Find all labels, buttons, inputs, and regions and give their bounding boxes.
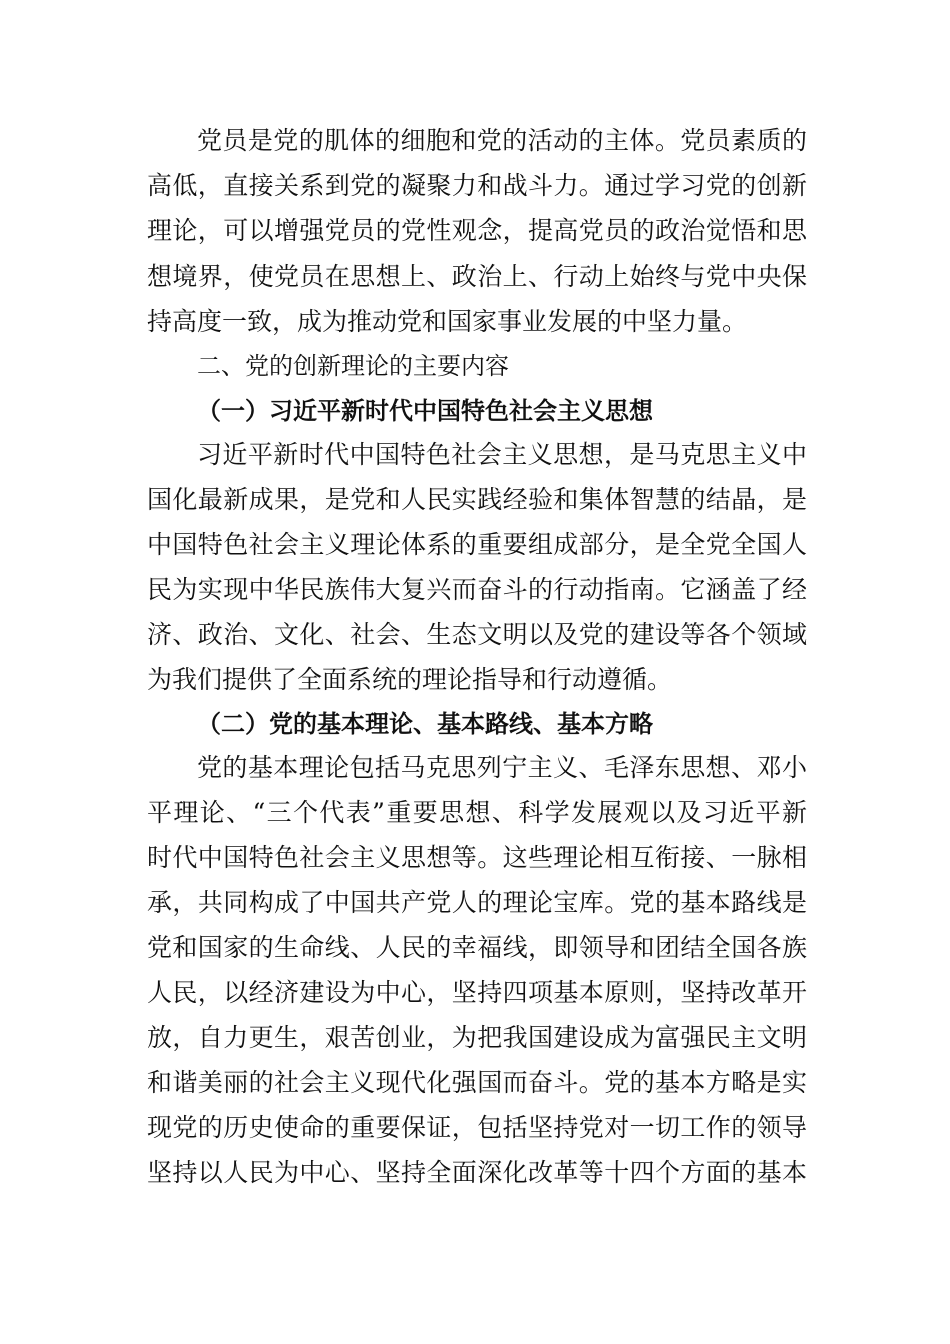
paragraph-3-line-8: 和谐美丽的社会主义现代化强国而奋斗。党的基本方略是实	[147, 1068, 807, 1097]
section-2-heading: 二、党的创新理论的主要内容	[197, 352, 509, 380]
paragraph-2-line-5: 济、政治、文化、社会、生态文明以及党的建设等各个领域	[147, 620, 807, 649]
paragraph-3-line-2: 平理论、“三个代表”重要思想、科学发展观以及习近平新	[147, 798, 807, 827]
paragraph-2-line-4: 民为实现中华民族伟大复兴而奋斗的行动指南。它涵盖了经	[147, 575, 807, 604]
subsection-1-heading: （一）习近平新时代中国特色社会主义思想	[197, 396, 653, 425]
paragraph-1-line-2: 高低，直接关系到党的凝聚力和战斗力。通过学习党的创新	[147, 171, 807, 200]
paragraph-3-line-10: 坚持以人民为中心、坚持全面深化改革等十四个方面的基本	[147, 1158, 807, 1187]
paragraph-1-line-1: 党员是党的肌体的细胞和党的活动的主体。党员素质的	[197, 126, 807, 155]
paragraph-2-line-1: 习近平新时代中国特色社会主义思想，是马克思主义中	[197, 440, 807, 469]
paragraph-2-line-6: 为我们提供了全面系统的理论指导和行动遵循。	[147, 665, 673, 694]
paragraph-3-line-1: 党的基本理论包括马克思列宁主义、毛泽东思想、邓小	[197, 753, 807, 782]
paragraph-3-line-5: 党和国家的生命线、人民的幸福线，即领导和团结全国各族	[147, 933, 807, 962]
paragraph-3-line-7: 放，自力更生，艰苦创业，为把我国建设成为富强民主文明	[147, 1023, 807, 1052]
paragraph-1-line-5: 持高度一致，成为推动党和国家事业发展的中坚力量。	[147, 307, 748, 336]
paragraph-2-line-3: 中国特色社会主义理论体系的重要组成部分，是全党全国人	[147, 530, 807, 559]
paragraph-3-line-9: 现党的历史使命的重要保证，包括坚持党对一切工作的领导	[147, 1113, 807, 1142]
paragraph-2-line-2: 国化最新成果，是党和人民实践经验和集体智慧的结晶，是	[147, 485, 807, 514]
paragraph-3-line-3: 时代中国特色社会主义思想等。这些理论相互衔接、一脉相	[147, 843, 807, 872]
paragraph-3-line-6: 人民，以经济建设为中心，坚持四项基本原则，坚持改革开	[147, 978, 807, 1007]
subsection-2-heading: （二）党的基本理论、基本路线、基本方略	[197, 709, 653, 738]
paragraph-1-line-4: 想境界，使党员在思想上、政治上、行动上始终与党中央保	[147, 262, 807, 291]
paragraph-3-line-4: 承，共同构成了中国共产党人的理论宝库。党的基本路线是	[147, 888, 807, 917]
paragraph-1-line-3: 理论，可以增强党员的党性观念，提高党员的政治觉悟和思	[147, 216, 807, 245]
